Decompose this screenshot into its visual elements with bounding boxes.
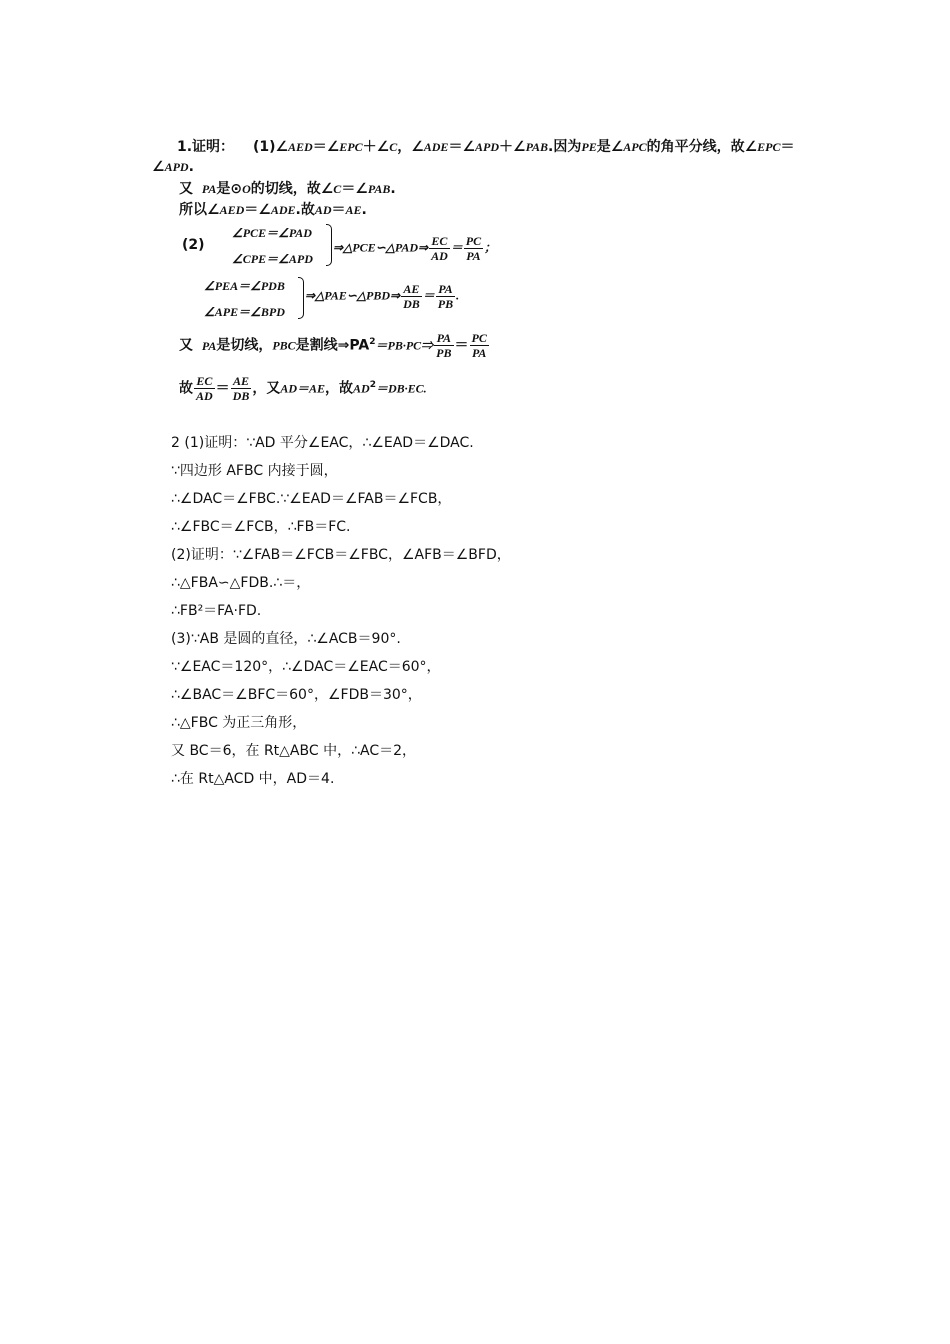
- condition-2a: ∠PEA＝∠PDB: [204, 279, 285, 293]
- fraction: $\frac{PA}{PB}$: [437, 282, 454, 311]
- proof-label: 1.证明：: [177, 139, 235, 155]
- solution-2-line-6: ∴△FBA∽△FDB.∴＝，: [171, 575, 311, 591]
- right-brace: [326, 224, 332, 266]
- proof-line-3: 又 PA是⊙O的切线，故∠C＝∠PAB.: [179, 181, 396, 197]
- fraction: $\frac{AE}{DB}$: [403, 282, 420, 311]
- fraction: $\frac{EC}{AD}$: [196, 374, 213, 403]
- solution-2-line-12: 又 BC＝6，在 Rt△ABC 中，∴AC＝2，: [171, 743, 417, 759]
- fraction: $\frac{PC}{PA}$: [465, 234, 482, 263]
- solution-2-line-11: ∴△FBC 为正三角形，: [171, 715, 307, 731]
- solution-2-line-9: ∵∠EAC＝120°，∴∠DAC＝∠EAC＝60°，: [171, 659, 441, 675]
- solution-2-line-10: ∴∠BAC＝∠BFC＝60°，∠FDB＝30°，: [171, 687, 422, 703]
- solution-2-line-7: ∴FB²＝FA·FD.: [171, 603, 262, 619]
- similarity-row-2: ⇒△PAE∽△PBD⇒ $\frac{AE}{DB}$ ＝ $\frac{PA}{PB}$ .: [305, 282, 460, 311]
- proof-line-4: 所以∠AED＝∠ADE.故AD＝AE.: [179, 202, 367, 218]
- condition-1b: ∠CPE＝∠APD: [232, 252, 313, 266]
- condition-1a: ∠PCE＝∠PAD: [232, 226, 312, 240]
- proof-line-2: ∠APD.: [152, 159, 194, 175]
- proof-line-1: 1.证明： (1)∠AED＝∠EPC＋∠C，∠ADE＝∠APD＋∠PAB.因为PE是∠APC的角平分线，故∠EPC＝: [177, 139, 795, 155]
- solution-2-line-1: 2 (1)证明：∵AD 平分∠EAC，∴∠EAD＝∠DAC.: [171, 435, 474, 451]
- solution-2-line-2: ∵四边形 AFBC 内接于圆，: [171, 463, 338, 479]
- fraction: $\frac{EC}{AD}$: [431, 234, 448, 263]
- conclusion-line: 故 $\frac{EC}{AD}$ ＝ $\frac{AE}{DB}$ ，又AD＝AE，故$AD^2=DB\cdot EC$.: [179, 374, 427, 403]
- fraction: $\frac{PA}{PB}$: [436, 331, 452, 360]
- tangent-secant-line: 又 PA是切线，PBC是割线$\Rightarrow PA^2=PB\cdot PC\Rightarrow$ $\frac{PA}{PB}$ ＝ $\frac{PC}{PA}$: [179, 331, 487, 360]
- condition-2b: ∠APE＝∠BPD: [204, 305, 285, 319]
- fraction: $\frac{PC}{PA}$: [471, 331, 487, 360]
- part-2-label: (2): [182, 237, 205, 253]
- fraction: $\frac{AE}{DB}$: [232, 374, 250, 403]
- solution-2-line-5: (2)证明：∵∠FAB＝∠FCB＝∠FBC，∠AFB＝∠BFD，: [171, 547, 511, 563]
- similarity-row-1: ⇒△PCE∽△PAD⇒ $\frac{EC}{AD}$ ＝ $\frac{PC}{PA}$ ；: [333, 234, 497, 263]
- solution-2-line-13: ∴在 Rt△ACD 中，AD＝4.: [171, 771, 335, 787]
- solution-2-line-8: (3)∵AB 是圆的直径，∴∠ACB＝90°.: [171, 631, 401, 647]
- right-brace: [298, 277, 304, 319]
- solution-2-line-3: ∴∠DAC＝∠FBC.∵∠EAD＝∠FAB＝∠FCB，: [171, 491, 452, 507]
- solution-2-line-4: ∴∠FBC＝∠FCB，∴FB＝FC.: [171, 519, 351, 535]
